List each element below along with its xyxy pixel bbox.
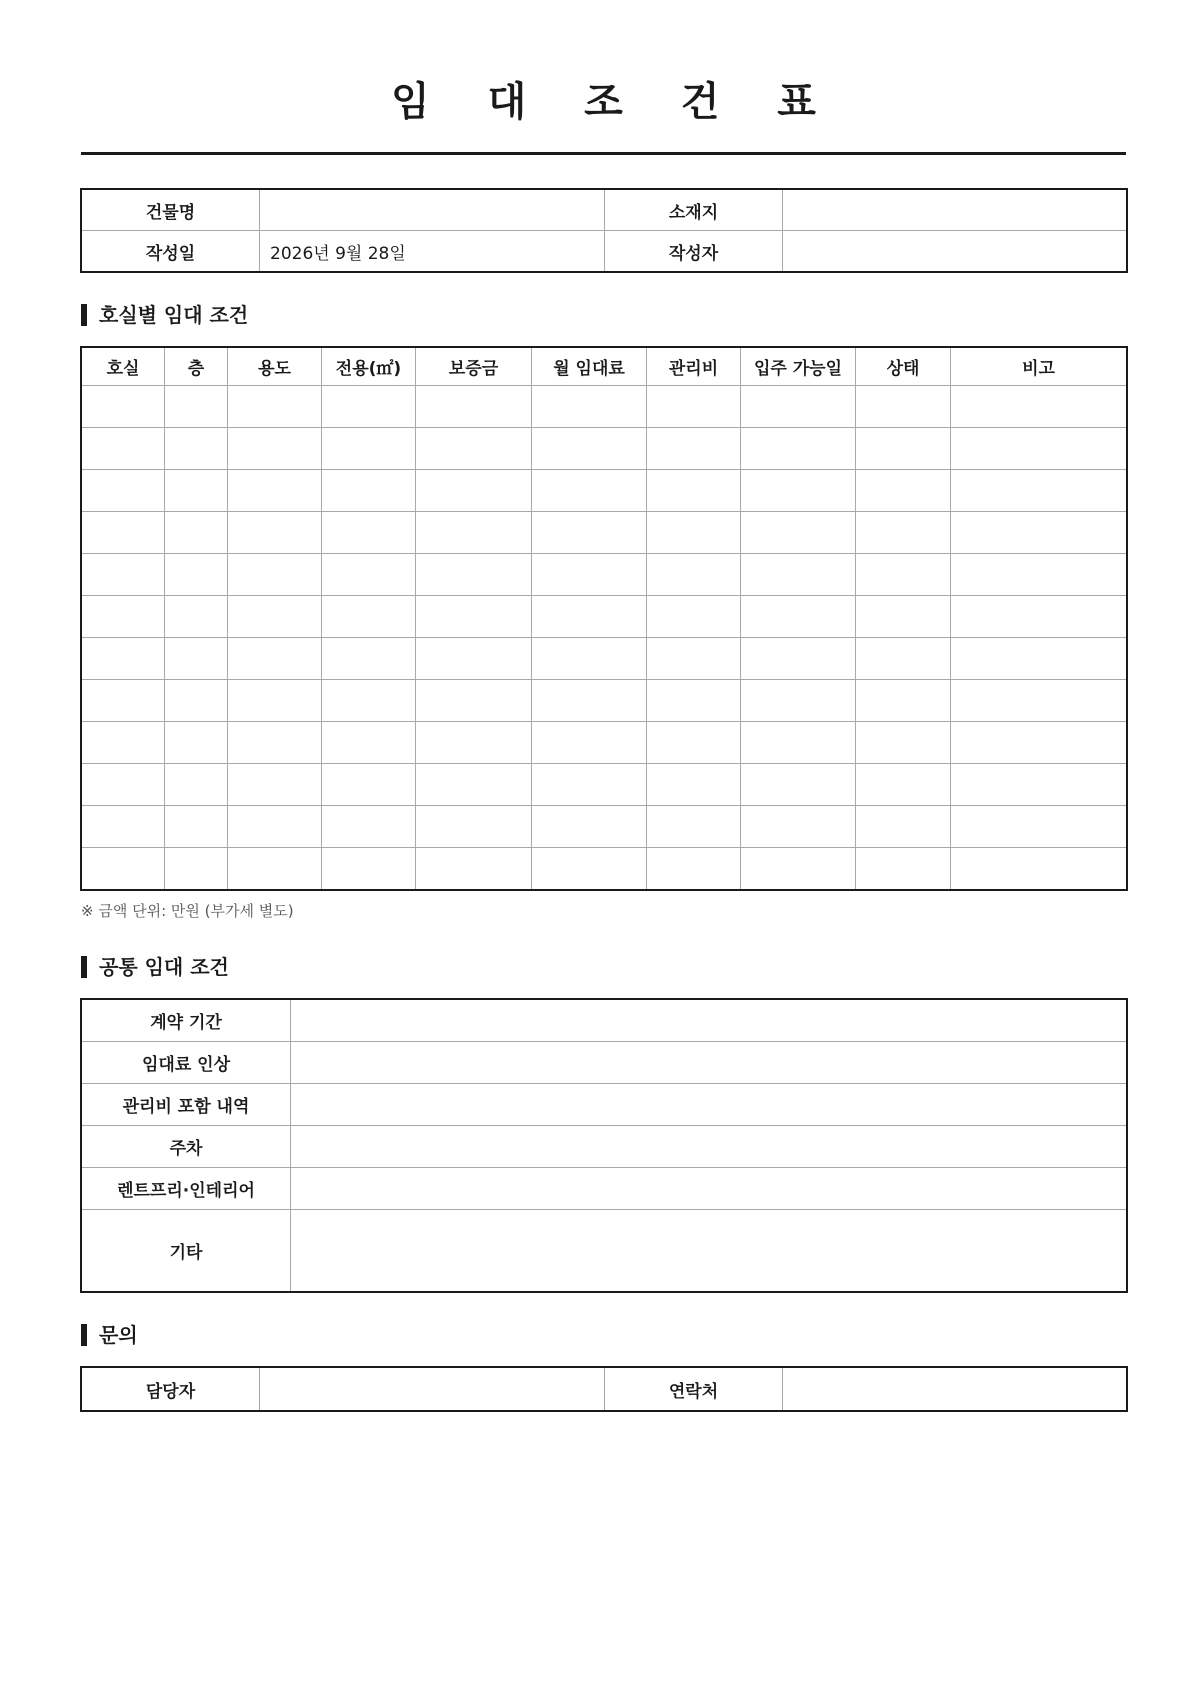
manager-label: 담당자 [82,1368,260,1411]
cell-remarks[interactable] [951,806,1127,848]
cell-floor[interactable] [165,806,228,848]
col-header-deposit: 보증금 [416,348,532,386]
table-row [82,680,1127,722]
cell-maintenance-fee[interactable] [647,554,741,596]
cell-monthly-rent[interactable] [532,806,647,848]
cell-status[interactable] [856,638,951,680]
col-header-status: 상태 [856,348,951,386]
cell-use[interactable] [228,680,322,722]
cell-area[interactable] [322,386,416,428]
cell-remarks[interactable] [951,386,1127,428]
cell-status[interactable] [856,596,951,638]
cell-move-in-date[interactable] [741,722,856,764]
cell-area[interactable] [322,428,416,470]
units-table [81,347,1127,890]
cell-area[interactable] [322,806,416,848]
cell-status[interactable] [856,470,951,512]
cell-move-in-date[interactable] [741,596,856,638]
cell-monthly-rent[interactable] [532,638,647,680]
cell-unit[interactable] [82,764,165,806]
col-header-area: 전용(㎡) [322,348,416,386]
cell-unit[interactable] [82,806,165,848]
cell-monthly-rent[interactable] [532,554,647,596]
cell-move-in-date[interactable] [741,764,856,806]
rent-free-interior-label: 렌트프리·인테리어 [82,1168,291,1210]
phone-label: 연락처 [605,1368,783,1411]
cell-deposit[interactable] [416,848,532,890]
cell-maintenance-fee[interactable] [647,386,741,428]
cell-deposit[interactable] [416,638,532,680]
cell-use[interactable] [228,764,322,806]
cell-monthly-rent[interactable] [532,386,647,428]
cell-floor[interactable] [165,848,228,890]
location-label: 소재지 [605,190,783,231]
contact-table [81,1367,1127,1411]
table-row [82,386,1127,428]
cell-move-in-date[interactable] [741,428,856,470]
cell-deposit[interactable] [416,512,532,554]
cell-status[interactable] [856,386,951,428]
cell-floor[interactable] [165,386,228,428]
col-header-unit: 호실 [82,348,165,386]
cell-deposit[interactable] [416,764,532,806]
cell-unit[interactable] [82,722,165,764]
cell-unit[interactable] [82,512,165,554]
col-header-floor: 층 [165,348,228,386]
cell-use[interactable] [228,848,322,890]
cell-remarks[interactable] [951,722,1127,764]
cell-unit[interactable] [82,428,165,470]
cell-remarks[interactable] [951,680,1127,722]
cell-use[interactable] [228,596,322,638]
cell-status[interactable] [856,554,951,596]
cell-floor[interactable] [165,596,228,638]
cell-maintenance-fee[interactable] [647,638,741,680]
cell-unit[interactable] [82,386,165,428]
parking-field[interactable] [291,1126,1127,1168]
cell-area[interactable] [322,680,416,722]
cell-use[interactable] [228,386,322,428]
cell-area[interactable] [322,554,416,596]
col-header-remarks: 비고 [951,348,1127,386]
cell-deposit[interactable] [416,386,532,428]
table-row [82,722,1127,764]
cell-maintenance-fee[interactable] [647,680,741,722]
cell-maintenance-fee[interactable] [647,806,741,848]
cell-maintenance-fee[interactable] [647,470,741,512]
cell-unit[interactable] [82,554,165,596]
cell-remarks[interactable] [951,470,1127,512]
col-header-use: 용도 [228,348,322,386]
maintenance-inclusions-label: 관리비 포함 내역 [82,1084,291,1126]
cell-unit[interactable] [82,596,165,638]
table-row [82,428,1127,470]
location-field[interactable] [783,190,1127,231]
cell-maintenance-fee[interactable] [647,764,741,806]
cell-remarks[interactable] [951,512,1127,554]
cell-floor[interactable] [165,722,228,764]
cell-maintenance-fee[interactable] [647,512,741,554]
cell-use[interactable] [228,554,322,596]
cell-move-in-date[interactable] [741,554,856,596]
date-label: 작성일 [82,231,260,272]
table-row [82,806,1127,848]
document-title: 임 대 조 건 표 [391,79,838,125]
cell-maintenance-fee[interactable] [647,722,741,764]
cell-status[interactable] [856,428,951,470]
cell-status[interactable] [856,806,951,848]
cell-status[interactable] [856,512,951,554]
cell-floor[interactable] [165,428,228,470]
cell-unit[interactable] [82,470,165,512]
cell-use[interactable] [228,428,322,470]
info-table [81,189,1127,272]
manager-field[interactable] [260,1368,605,1411]
cell-move-in-date[interactable] [741,638,856,680]
units-table-body [82,386,1127,890]
cell-remarks[interactable] [951,764,1127,806]
cell-move-in-date[interactable] [741,806,856,848]
col-header-move-in-date: 입주 가능일 [741,348,856,386]
title-divider [81,152,1126,155]
cell-monthly-rent[interactable] [532,764,647,806]
cell-use[interactable] [228,722,322,764]
rent-increase-field[interactable] [291,1042,1127,1084]
author-label: 작성자 [605,231,783,272]
cell-use[interactable] [228,470,322,512]
cell-deposit[interactable] [416,554,532,596]
amount-unit-note: ※ 금액 단위: 만원 (부가세 별도) [81,902,294,920]
table-row [82,848,1127,890]
date-field[interactable]: 2026년 9월 28일 [260,231,605,272]
cell-monthly-rent[interactable] [532,722,647,764]
cell-move-in-date[interactable] [741,680,856,722]
cell-monthly-rent[interactable] [532,512,647,554]
author-field[interactable] [783,231,1127,272]
cell-floor[interactable] [165,554,228,596]
cell-unit[interactable] [82,848,165,890]
cell-deposit[interactable] [416,596,532,638]
cell-floor[interactable] [165,470,228,512]
rent-free-interior-field[interactable] [291,1168,1127,1210]
cell-area[interactable] [322,638,416,680]
cell-remarks[interactable] [951,428,1127,470]
cell-maintenance-fee[interactable] [647,428,741,470]
cell-use[interactable] [228,638,322,680]
cell-area[interactable] [322,848,416,890]
cell-remarks[interactable] [951,554,1127,596]
table-row [82,554,1127,596]
col-header-monthly-rent: 월 임대료 [532,348,647,386]
cell-use[interactable] [228,512,322,554]
cell-status[interactable] [856,722,951,764]
cell-move-in-date[interactable] [741,512,856,554]
cell-deposit[interactable] [416,428,532,470]
rent-increase-label: 임대료 인상 [82,1042,291,1084]
cell-maintenance-fee[interactable] [647,848,741,890]
cell-unit[interactable] [82,680,165,722]
contract-period-field[interactable] [291,1000,1127,1042]
table-row [82,596,1127,638]
table-row [82,470,1127,512]
cell-floor[interactable] [165,680,228,722]
table-row [82,764,1127,806]
other-field[interactable] [291,1210,1127,1292]
cell-deposit[interactable] [416,722,532,764]
cell-deposit[interactable] [416,806,532,848]
cell-remarks[interactable] [951,638,1127,680]
table-row [82,638,1127,680]
cell-move-in-date[interactable] [741,386,856,428]
cell-remarks[interactable] [951,848,1127,890]
cell-use[interactable] [228,806,322,848]
cell-monthly-rent[interactable] [532,428,647,470]
cell-area[interactable] [322,470,416,512]
cell-monthly-rent[interactable] [532,680,647,722]
cell-area[interactable] [322,722,416,764]
building-name-field[interactable] [260,190,605,231]
cell-area[interactable] [322,512,416,554]
cell-area[interactable] [322,596,416,638]
common-section-heading: 공통 임대 조건 [81,956,229,978]
cell-move-in-date[interactable] [741,848,856,890]
cell-unit[interactable] [82,638,165,680]
cell-status[interactable] [856,848,951,890]
contract-period-label: 계약 기간 [82,1000,291,1042]
cell-floor[interactable] [165,638,228,680]
other-label: 기타 [82,1210,291,1292]
contact-section-heading: 문의 [81,1324,138,1346]
maintenance-inclusions-field[interactable] [291,1084,1127,1126]
building-name-label: 건물명 [82,190,260,231]
units-section-heading: 호실별 임대 조건 [81,304,248,326]
phone-field[interactable] [783,1368,1127,1411]
cell-floor[interactable] [165,764,228,806]
cell-deposit[interactable] [416,470,532,512]
cell-area[interactable] [322,764,416,806]
cell-monthly-rent[interactable] [532,848,647,890]
col-header-maintenance-fee: 관리비 [647,348,741,386]
cell-monthly-rent[interactable] [532,596,647,638]
cell-remarks[interactable] [951,596,1127,638]
cell-monthly-rent[interactable] [532,470,647,512]
table-row [82,512,1127,554]
cell-status[interactable] [856,764,951,806]
cell-maintenance-fee[interactable] [647,596,741,638]
parking-label: 주차 [82,1126,291,1168]
common-conditions-table [81,999,1127,1292]
cell-floor[interactable] [165,512,228,554]
cell-status[interactable] [856,680,951,722]
cell-deposit[interactable] [416,680,532,722]
cell-move-in-date[interactable] [741,470,856,512]
